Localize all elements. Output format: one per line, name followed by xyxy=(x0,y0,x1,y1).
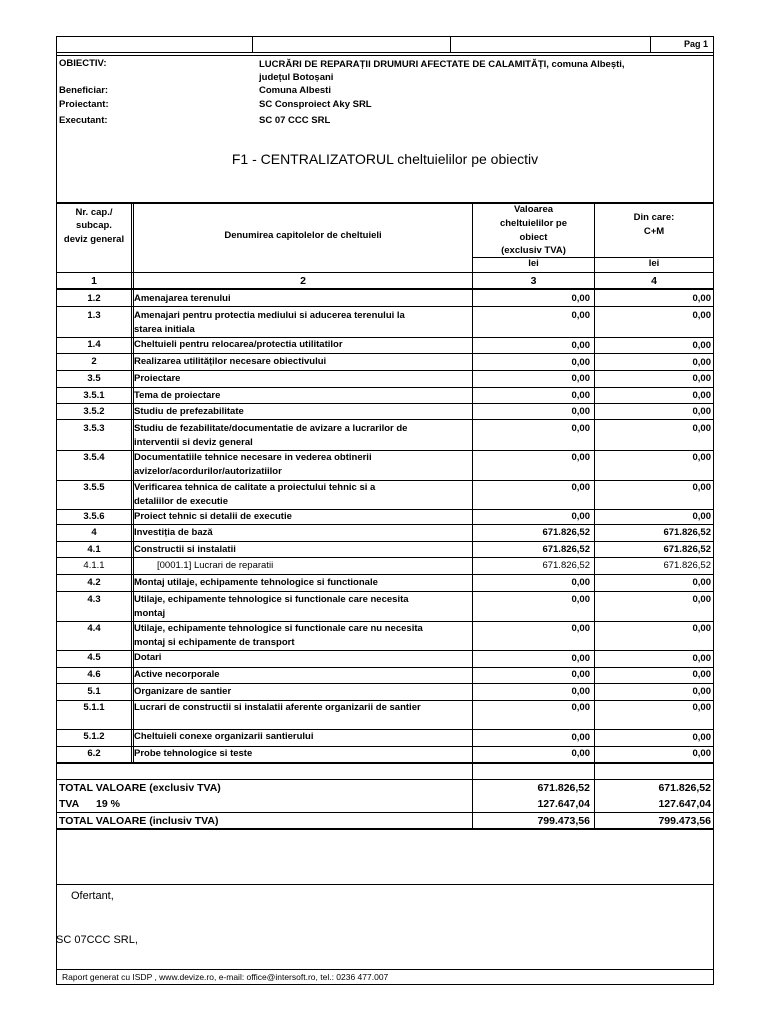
row-value: 671.826,52 xyxy=(542,560,590,571)
row-desc: Dotari xyxy=(134,652,162,663)
row-value: 0,00 xyxy=(571,623,590,634)
row-desc: Utilaje, echipamente tehnologice si functionale care nu necesita montaj si echipamente de transport xyxy=(134,623,423,648)
col-index-3: 3 xyxy=(530,275,537,287)
row-nr: 1.2 xyxy=(87,293,101,304)
proiectant-label: Proiectant: xyxy=(59,99,109,110)
row-nr: 5.1 xyxy=(87,686,101,697)
row-value: 671.826,52 xyxy=(542,544,590,555)
row-value: 0,00 xyxy=(571,748,590,759)
report-footer: Raport generat cu ISDP , www.devize.ro, e-mail: office@intersoft.ro, tel.: 0236 477.007 xyxy=(62,972,389,982)
total-excl-label: TOTAL VALOARE (exclusiv TVA) xyxy=(59,782,221,794)
row-value-cm: 671.826,52 xyxy=(663,544,711,555)
row-desc: Proiect tehnic si detalii de executie xyxy=(134,511,292,522)
row-value-cm: 0,00 xyxy=(692,748,711,759)
beneficiar-label: Beneficiar: xyxy=(59,85,109,96)
total-incl-value-cm: 799.473,56 xyxy=(658,815,711,827)
row-value-cm: 0,00 xyxy=(692,423,711,434)
tva-label: TVA xyxy=(59,798,80,810)
row-value-cm: 0,00 xyxy=(692,686,711,697)
row-value: 0,00 xyxy=(571,594,590,605)
company-name: SC 07CCC SRL, xyxy=(56,934,138,946)
col-valoare-line4: (exclusiv TVA) xyxy=(501,245,566,256)
page-title-rest: cheltuielilor pe obiectiv xyxy=(393,151,539,167)
row-value-cm: 0,00 xyxy=(692,669,711,680)
col-valoare-line1: Valoarea xyxy=(513,204,554,215)
row-nr: 4.1.1 xyxy=(83,560,105,571)
col-valoare-line3: obiect xyxy=(519,232,548,243)
row-value: 671.826,52 xyxy=(542,527,590,538)
row-value-cm: 0,00 xyxy=(692,594,711,605)
row-desc: Cheltuieli pentru relocarea/protectia utilitatilor xyxy=(134,339,343,350)
row-value: 0,00 xyxy=(571,686,590,697)
row-nr: 1.4 xyxy=(87,339,101,350)
row-value: 0,00 xyxy=(571,357,590,368)
objectiv-label: OBIECTIV: xyxy=(59,58,107,69)
row-nr: 3.5.1 xyxy=(83,390,105,401)
objectiv-value-line1: LUCRĂRI DE REPARAȚII DRUMURI AFECTATE DE CALAMITĂȚI, comuna Albești, xyxy=(259,59,625,70)
row-desc: Realizarea utilităților necesare obiectivului xyxy=(134,356,327,367)
row-desc: Verificarea tehnica de calitate a proiectului tehnic si a detaliilor de executie xyxy=(134,482,376,507)
row-value-cm: 0,00 xyxy=(692,577,711,588)
row-desc: Proiectare xyxy=(134,373,181,384)
row-nr: 4.3 xyxy=(87,594,101,605)
row-desc: [0001.1] Lucrari de reparatii xyxy=(157,560,274,571)
beneficiar-value: Comuna Albesti xyxy=(259,85,331,96)
row-value-cm: 0,00 xyxy=(692,511,711,522)
row-desc: Amenajarea terenului xyxy=(134,293,231,304)
page-title-prefix: F1 - CENTRALIZATORUL xyxy=(231,151,394,167)
row-value-cm: 0,00 xyxy=(692,357,711,368)
row-nr: 4.5 xyxy=(87,652,101,663)
ofertant-label: Ofertant, xyxy=(71,890,114,902)
row-nr: 1.3 xyxy=(87,310,101,321)
row-value-cm: 0,00 xyxy=(692,482,711,493)
row-desc: Organizare de santier xyxy=(134,686,232,697)
row-value: 0,00 xyxy=(571,511,590,522)
row-desc: Amenajari pentru protectia mediului si aducerea terenului la starea initiala xyxy=(134,310,405,335)
row-nr: 4.6 xyxy=(87,669,101,680)
row-desc: Probe tehnologice si teste xyxy=(134,748,253,759)
row-desc: Cheltuieli conexe organizarii santierului xyxy=(134,731,314,742)
col-din-care-line2: C+M xyxy=(643,226,665,237)
row-nr: 2 xyxy=(91,356,97,367)
row-value: 0,00 xyxy=(571,293,590,304)
row-desc: Investiția de bază xyxy=(134,527,213,538)
row-value: 0,00 xyxy=(571,653,590,664)
row-value: 0,00 xyxy=(571,373,590,384)
col-index-4: 4 xyxy=(651,275,657,287)
row-nr: 5.1.1 xyxy=(83,702,105,713)
col-index-2: 2 xyxy=(300,275,306,287)
tva-value: 127.647,04 xyxy=(537,798,590,810)
row-value: 0,00 xyxy=(571,452,590,463)
row-nr: 4 xyxy=(91,527,97,538)
row-nr: 3.5.3 xyxy=(83,423,105,434)
row-value-cm: 0,00 xyxy=(692,653,711,664)
row-value: 0,00 xyxy=(571,669,590,680)
row-nr: 4.4 xyxy=(87,623,101,634)
objectiv-value-line2: județul Botoșani xyxy=(259,72,334,83)
row-value-cm: 671.826,52 xyxy=(663,560,711,571)
row-value: 0,00 xyxy=(571,482,590,493)
row-desc: Tema de proiectare xyxy=(134,390,221,401)
row-nr: 5.1.2 xyxy=(83,731,105,742)
row-value-cm: 0,00 xyxy=(692,340,711,351)
row-value: 0,00 xyxy=(571,702,590,713)
row-desc: Studiu de fezabilitate/documentatie de avizare a lucrarilor de interventii si deviz general xyxy=(134,423,408,448)
row-value-cm: 0,00 xyxy=(692,732,711,743)
total-incl-value: 799.473,56 xyxy=(537,815,590,827)
row-value: 0,00 xyxy=(571,406,590,417)
row-nr: 3.5.2 xyxy=(83,406,105,417)
row-value: 0,00 xyxy=(571,577,590,588)
row-value-cm: 0,00 xyxy=(692,390,711,401)
row-nr: 3.5.5 xyxy=(83,482,105,493)
row-value-cm: 0,00 xyxy=(692,310,711,321)
row-value-cm: 0,00 xyxy=(692,373,711,384)
row-value-cm: 0,00 xyxy=(692,452,711,463)
executant-label: Executant: xyxy=(59,115,108,126)
row-value-cm: 0,00 xyxy=(692,623,711,634)
proiectant-value: SC Consproiect Aky SRL xyxy=(259,99,372,110)
row-desc: Constructii si instalatii xyxy=(134,544,236,555)
row-nr: 6.2 xyxy=(87,748,101,759)
row-nr: 3.5 xyxy=(87,373,101,384)
row-value: 0,00 xyxy=(571,310,590,321)
row-nr: 3.5.6 xyxy=(83,511,105,522)
row-value: 0,00 xyxy=(571,340,590,351)
page-title xyxy=(56,150,714,168)
row-value-cm: 0,00 xyxy=(692,702,711,713)
executant-value: SC 07 CCC SRL xyxy=(259,115,331,126)
page-number: Pag 1 xyxy=(683,39,708,49)
tva-rate: 19 % xyxy=(96,798,120,810)
col-unit-4: lei xyxy=(648,258,660,269)
col-unit-3: lei xyxy=(528,258,539,269)
row-desc: Documentatiile tehnice necesare in vederea obtinerii avizelor/acordurilor/autorizatiilor xyxy=(134,452,372,477)
total-excl-value-cm: 671.826,52 xyxy=(658,782,711,794)
col-index-1: 1 xyxy=(91,275,97,287)
row-value: 0,00 xyxy=(571,423,590,434)
total-incl-label: TOTAL VALOARE (inclusiv TVA) xyxy=(59,815,219,827)
row-nr: 4.2 xyxy=(87,577,101,588)
row-nr: 4.1 xyxy=(87,544,101,555)
row-desc: Lucrari de constructii si instalatii aferente organizarii de santier xyxy=(134,702,421,713)
col-nr-line2: subcap. xyxy=(76,220,112,231)
row-desc: Montaj utilaje, echipamente tehnologice si functionale xyxy=(134,577,378,588)
row-value: 0,00 xyxy=(571,732,590,743)
row-value-cm: 671.826,52 xyxy=(663,527,711,538)
row-desc: Utilaje, echipamente tehnologice si functionale care necesita montaj xyxy=(134,594,409,619)
col-denumire: Denumirea capitolelor de cheltuieli xyxy=(224,230,382,241)
col-din-care-line1: Din care: xyxy=(633,212,675,223)
row-nr: 3.5.4 xyxy=(83,452,105,463)
col-nr-line3: deviz general xyxy=(63,234,125,245)
tva-value-cm: 127.647,04 xyxy=(658,798,711,810)
row-value-cm: 0,00 xyxy=(692,406,711,417)
col-valoare-line2: cheltuielilor pe xyxy=(499,218,568,229)
row-desc: Studiu de prefezabilitate xyxy=(134,406,244,417)
total-excl-value: 671.826,52 xyxy=(537,782,590,794)
row-value: 0,00 xyxy=(571,390,590,401)
row-value-cm: 0,00 xyxy=(692,293,711,304)
col-nr-line1: Nr. cap./ xyxy=(75,207,113,218)
row-desc: Active necorporale xyxy=(134,669,220,680)
